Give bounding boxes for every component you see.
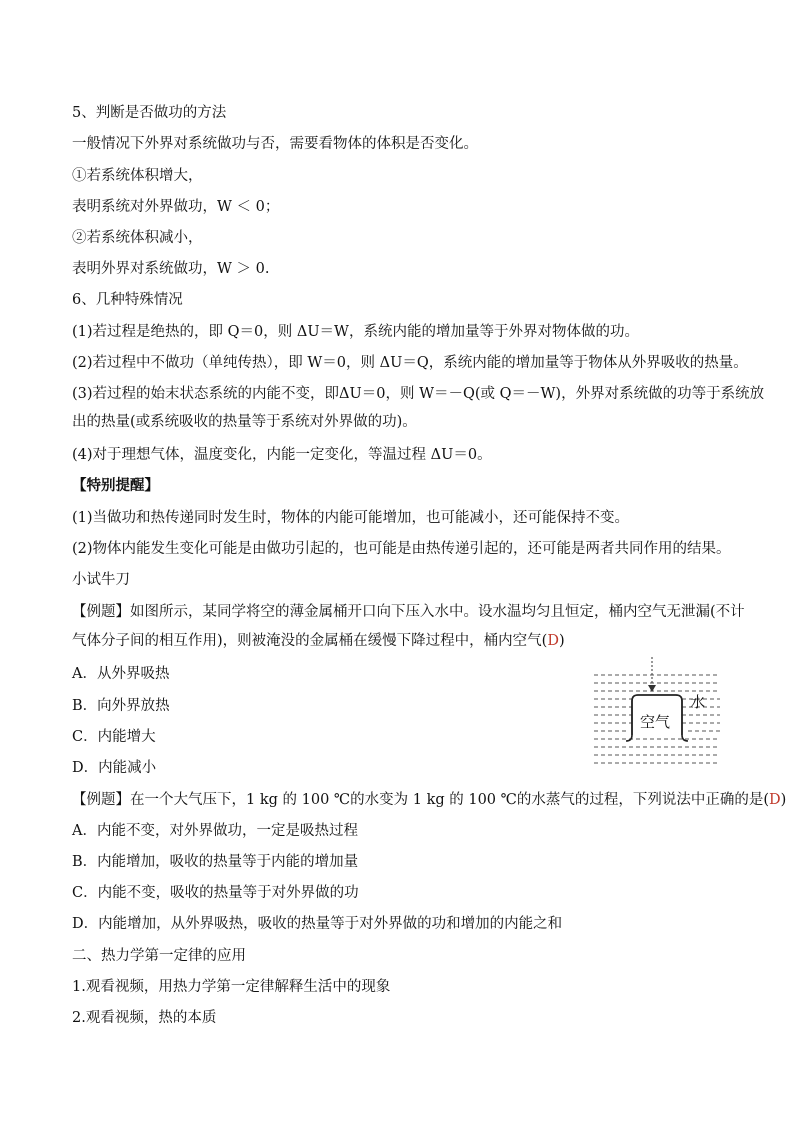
example1-option-c: C．内能增大: [72, 729, 156, 745]
practice-heading: 小试牛刀: [72, 572, 130, 588]
paragraph-line: ①若系统体积增大，: [72, 168, 203, 184]
paragraph-line: ②若系统体积减小，: [72, 230, 203, 246]
example1-question-close: ): [558, 633, 565, 649]
paragraph-line: 一般情况下外界对系统做功与否，需要看物体的体积是否变化。: [72, 136, 478, 152]
example1-answer: D: [547, 633, 559, 649]
paragraph-line: 出的热量(或系统吸收的热量等于系统对外界做的功)。: [72, 414, 417, 430]
paragraph-line: 表明外界对系统做功，W ＞ 0.: [72, 261, 270, 277]
example1-option-a: A．从外界吸热: [72, 666, 170, 682]
example1-option-b: B．向外界放热: [72, 698, 170, 714]
paragraph-line: (2)物体内能发生变化可能是由做功引起的，也可能是由热传递引起的，还可能是两者共同作用的结果。: [72, 541, 731, 557]
example2-question-close: ): [780, 792, 787, 808]
example2-option-c: C．内能不变，吸收的热量等于对外界做的功: [72, 885, 359, 901]
section2-item-2: 2.观看视频，热的本质: [72, 1010, 217, 1026]
paragraph-line: 表明系统对外界做功，W ＜ 0；: [72, 199, 280, 215]
paragraph-line: (3)若过程的始末状态系统的内能不变，即ΔU＝0，则 W＝－Q(或 Q＝－W)，外界对系统做的功等于系统放: [72, 386, 765, 402]
example2-question-text: 【例题】在一个大气压下，1 kg 的 100 ℃的水变为 1 kg 的 100 ℃的水蒸气的过程，下列说法中正确的是(: [72, 792, 770, 808]
section2-heading: 二、热力学第一定律的应用: [72, 948, 246, 964]
example1-option-d: D．内能减小: [72, 760, 157, 776]
paragraph-line: (1)当做功和热传递同时发生时，物体的内能可能增加，也可能减小，还可能保持不变。: [72, 510, 630, 526]
push-arrow-head: [648, 685, 656, 692]
example1-question-text: 气体分子间的相互作用)，则被淹没的金属桶在缓慢下降过程中，桶内空气(: [72, 633, 548, 649]
paragraph-line: (1)若过程是绝热的，即 Q＝0，则 ΔU＝W，系统内能的增加量等于外界对物体做的功。: [72, 324, 639, 340]
example2-option-b: B．内能增加，吸收的热量等于内能的增加量: [72, 854, 359, 870]
special-reminder-heading: 【特别提醒】: [72, 477, 159, 494]
example2-option-a: A．内能不变，对外界做功，一定是吸热过程: [72, 823, 358, 839]
example1-question-line1: 【例题】如图所示，某同学将空的薄金属桶开口向下压入水中。设水温均匀且恒定，桶内空气无泄漏(不计: [72, 604, 745, 620]
heading-work-method: 5、判断是否做功的方法: [72, 105, 227, 121]
example2-question-line: [72, 791, 786, 809]
example1-question-line2: [72, 632, 565, 650]
example2-option-d: D．内能增加，从外界吸热，吸收的热量等于对外界做的功和增加的内能之和: [72, 916, 563, 932]
air-label: 空气: [640, 713, 671, 731]
paragraph-line: (2)若过程中不做功（单纯传热），即 W＝0，则 ΔU＝Q，系统内能的增加量等于物体从外界吸收的热量。: [72, 355, 748, 371]
example2-answer: D: [769, 792, 781, 808]
heading-special-cases: 6、几种特殊情况: [72, 292, 183, 308]
section2-item-1: 1.观看视频，用热力学第一定律解释生活中的现象: [72, 979, 391, 995]
bucket-in-water-figure: [592, 657, 722, 765]
paragraph-line: (4)对于理想气体，温度变化，内能一定变化，等温过程 ΔU＝0。: [72, 447, 492, 463]
water-label: 水: [690, 693, 706, 711]
